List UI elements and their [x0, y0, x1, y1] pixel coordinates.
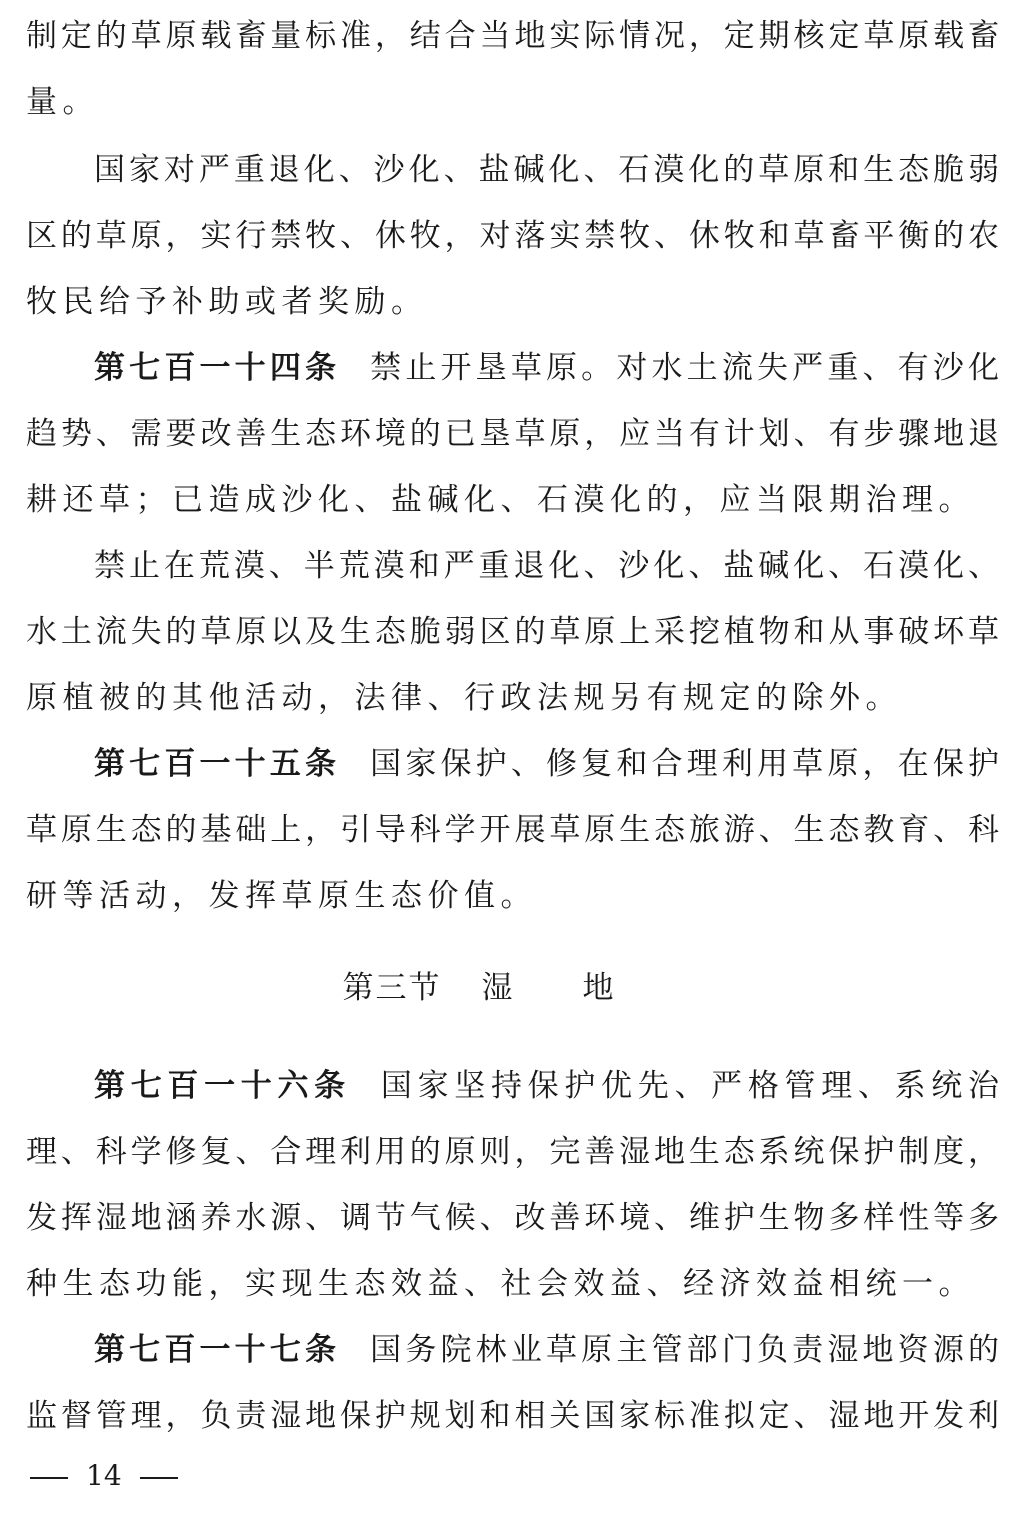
text-line: 禁止开垦草原。对水土流失严重、有沙化 [370, 350, 1001, 386]
text-line: 制定的草原载畜量标准，结合当地实际情况，定期核定草原载畜 [26, 18, 1000, 54]
text-line: 水土流失的草原以及生态脆弱区的草原上采挖植物和从事破坏草 [26, 614, 1000, 650]
article-heading: 第七百一十五条 [94, 746, 341, 782]
text-line: 趋势、需要改善生态环境的已垦草原，应当有计划、有步骤地退 [26, 416, 1000, 452]
text-line: 禁止在荒漠、半荒漠和严重退化、沙化、盐碱化、石漠化、 [94, 548, 1000, 584]
article-heading: 第七百一十七条 [94, 1332, 341, 1368]
section-name: 湿地 [481, 970, 684, 1006]
article-heading: 第七百一十四条 [94, 350, 341, 386]
text-line: 研等活动，发挥草原生态价值。 [26, 878, 537, 914]
text-line: 国家对严重退化、沙化、盐碱化、石漠化的草原和生态脆弱 [94, 152, 1000, 188]
text-line: 国务院林业草原主管部门负责湿地资源的 [370, 1332, 1001, 1368]
text-line: 国家坚持保护优先、严格管理、系统治 [380, 1068, 1001, 1104]
page-number: 14 [86, 1459, 122, 1492]
page-footer [30, 1456, 178, 1496]
section-title [26, 966, 1000, 1010]
text-line: 国家保护、修复和合理利用草原，在保护 [370, 746, 1001, 782]
text-line: 种生态功能，实现生态效益、社会效益、经济效益相统一。 [26, 1266, 975, 1302]
left-dash [30, 1477, 68, 1479]
article-heading: 第七百一十六条 [94, 1068, 351, 1104]
article-715-first-line [26, 742, 1000, 786]
article-717-first-line [26, 1328, 1000, 1372]
text-line: 区的草原，实行禁牧、休牧，对落实禁牧、休牧和草畜平衡的农 [26, 218, 1000, 254]
article-716-first-line [26, 1064, 1000, 1108]
text-line: 耕还草；已造成沙化、盐碱化、石漠化的，应当限期治理。 [26, 482, 975, 518]
text-line: 发挥湿地涵养水源、调节气候、改善环境、维护生物多样性等多 [26, 1200, 1000, 1236]
text-line: 草原生态的基础上，引导科学开展草原生态旅游、生态教育、科 [26, 812, 1000, 848]
text-line: 监督管理，负责湿地保护规划和相关国家标准拟定、湿地开发利 [26, 1398, 1000, 1434]
text-line: 量。 [26, 84, 99, 120]
section-number: 第三节 [342, 970, 442, 1006]
article-714-first-line [26, 346, 1000, 390]
text-line: 牧民给予补助或者奖励。 [26, 284, 428, 320]
text-line: 理、科学修复、合理利用的原则，完善湿地生态系统保护制度， [26, 1134, 1000, 1170]
text-line: 原植被的其他活动，法律、行政法规另有规定的除外。 [26, 680, 902, 716]
right-dash [140, 1477, 178, 1479]
